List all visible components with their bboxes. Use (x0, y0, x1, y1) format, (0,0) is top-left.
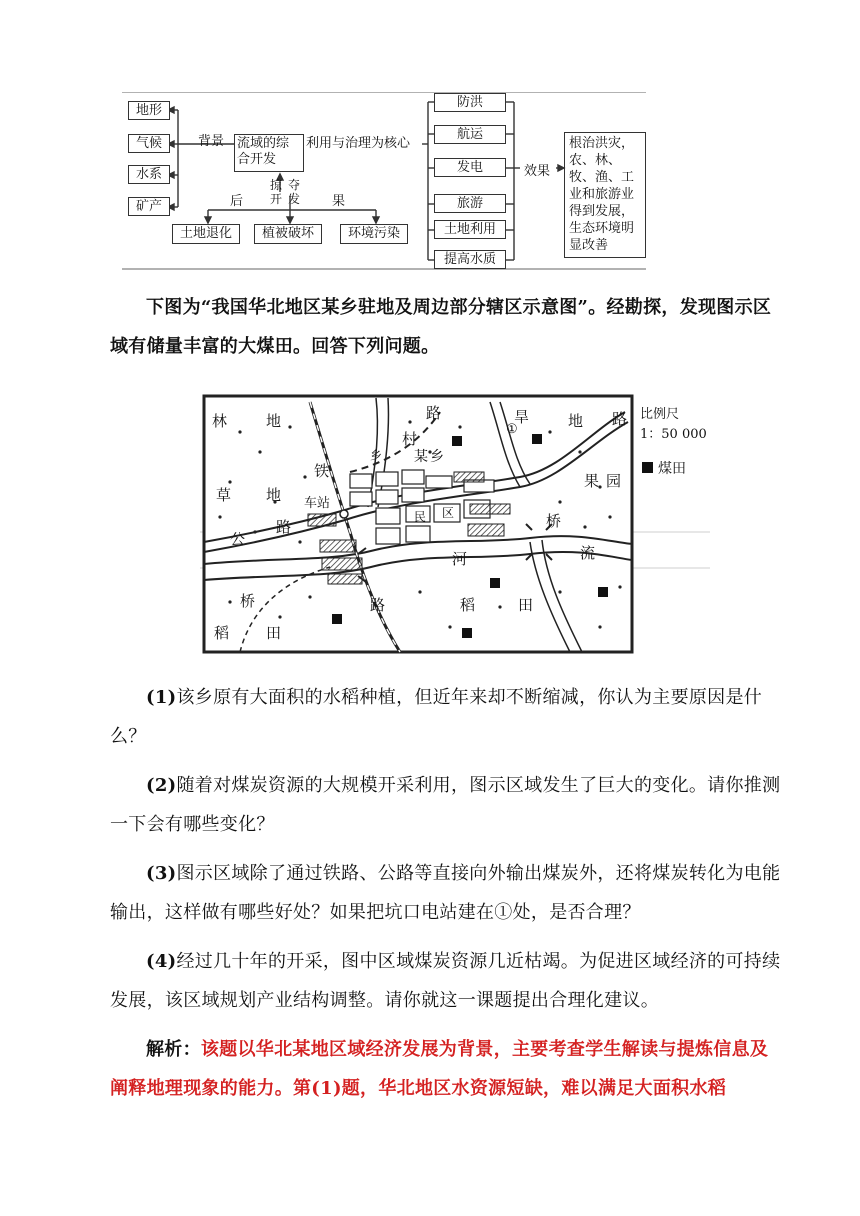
question-4-number: (4) (146, 951, 177, 972)
map-label-cun: 村 (402, 430, 418, 448)
map-label-di1: 地 (266, 412, 282, 430)
flow-label-consequence-2: 果 (332, 194, 346, 209)
question-4-text: 经过几十年的开采，图中区域煤炭资源几近枯竭。为促进区域经济的可持续发展，该区域规划产业结构调整。请你就这一课题提出合理化建议。 (110, 951, 781, 1011)
map-label-dao2: 稻 (214, 624, 230, 642)
map-label-chezhan: 车站 (304, 496, 331, 511)
map-label-qu: 区 (442, 506, 455, 520)
map-label-cao: 草 (216, 486, 232, 504)
question-2-text: 随着对煤炭资源的大规模开采利用，图示区域发生了巨大的变化。请你推测一下会有哪些变化？ (110, 775, 781, 835)
flow-label-core: 利用与治理为核心 (306, 136, 411, 151)
question-3-text: 图示区域除了通过铁路、公路等直接向外输出煤炭外，还将煤炭转化为电能输出，这样做有哪些好处？如果把坑口电站建在①处，是否合理？ (110, 863, 781, 923)
analysis-text: 该题以华北某地区域经济发展为背景，主要考查学生解读与提炼信息及阐释地理现象的能力。第(1)题，华北地区水资源短缺，难以满足大面积水稻 (110, 1039, 769, 1099)
flow-box-power: 发电 (434, 158, 506, 177)
flow-label-develop-2: 发 (288, 192, 301, 206)
flow-box-flood: 防洪 (434, 93, 506, 112)
map-label-lu-top: 路 (426, 404, 442, 422)
map-label-tian2: 田 (266, 624, 282, 642)
map-label-di3: 地 (266, 486, 282, 504)
map-label-qiao2: 桥 (240, 592, 256, 610)
map-label-lin: 林 (212, 412, 228, 430)
flow-box-terrain: 地形 (128, 101, 170, 120)
map-label-qiao1: 桥 (546, 512, 562, 530)
map-label-xiang: 乡 (370, 448, 383, 462)
flow-label-effect: 效果 (524, 164, 551, 179)
flow-box-water-quality: 提高水质 (434, 250, 506, 269)
flow-box-effect: 根治洪灾，农、林、牧、渔、工业和旅游业得到发展，生态环境明显改善 (564, 132, 646, 258)
map-label-dao1: 稻 (460, 596, 476, 614)
question-2-number: (2) (146, 775, 177, 796)
map-label-circled-one: ① (506, 422, 518, 437)
question-2 (110, 766, 786, 844)
map-label-mou: 某 (414, 449, 428, 465)
flow-diagram (122, 92, 646, 270)
flow-box-center: 流域的综合开发 (234, 134, 304, 172)
map-label-liu: 流 (580, 544, 596, 562)
map-label-lu2: 路 (612, 410, 628, 428)
flow-box-water: 水系 (128, 165, 170, 184)
map-label-guo: 果 (584, 472, 600, 490)
flow-box-tourism: 旅游 (434, 194, 506, 213)
intro-paragraph: 下图为“我国华北地区某乡驻地及周边部分辖区示意图”。经勘探，发现图示区域有储量丰富的大煤田。回答下列问题。 (110, 297, 772, 357)
map-label-min: 民 (414, 510, 427, 524)
map-label-gong: 公 (230, 530, 246, 548)
flow-box-land-use: 土地利用 (434, 220, 506, 239)
question-1-number: (1) (146, 687, 177, 708)
flow-box-minerals: 矿产 (128, 197, 170, 216)
question-4 (110, 942, 786, 1020)
flow-box-climate: 气候 (128, 134, 170, 153)
map-label-tian1: 田 (518, 596, 534, 614)
map-label-yuan: 园 (606, 472, 622, 490)
question-1-text: 该乡原有大面积的水稻种植，但近年来却不断缩减，你认为主要原因是什么？ (110, 687, 763, 747)
map-label-lu3: 路 (276, 518, 292, 536)
question-3 (110, 854, 786, 932)
map-scale-value: 1：50 000 (640, 427, 707, 442)
question-3-number: (3) (146, 863, 177, 884)
analysis-label: 解析： (146, 1039, 201, 1060)
analysis-paragraph (110, 1030, 786, 1108)
map-label-xiang2: 乡 (430, 449, 444, 465)
map-label-he: 河 (452, 550, 468, 568)
map-scale-title: 比例尺 (640, 407, 680, 422)
flow-label-plunder-1: 掠 (270, 178, 283, 192)
flow-box-shipping: 航运 (434, 125, 506, 144)
flow-label-consequence-1: 后 (230, 194, 244, 209)
flow-box-land-degradation: 土地退化 (172, 224, 240, 244)
map-label-han: 旱 (514, 408, 530, 426)
map-label-di2: 地 (568, 412, 584, 430)
flow-label-background: 背景 (198, 134, 225, 149)
flow-box-pollution: 环境污染 (340, 224, 408, 244)
flow-label-develop-1: 开 (270, 192, 283, 206)
flow-label-plunder-2: 夺 (288, 178, 301, 192)
map-label-lu4: 路 (370, 596, 386, 614)
flow-box-vegetation-damage: 植被破坏 (254, 224, 322, 244)
village-map (200, 392, 710, 658)
map-legend-coal: 煤田 (658, 461, 686, 477)
question-1 (110, 678, 786, 756)
map-label-tie: 铁 (314, 462, 330, 480)
